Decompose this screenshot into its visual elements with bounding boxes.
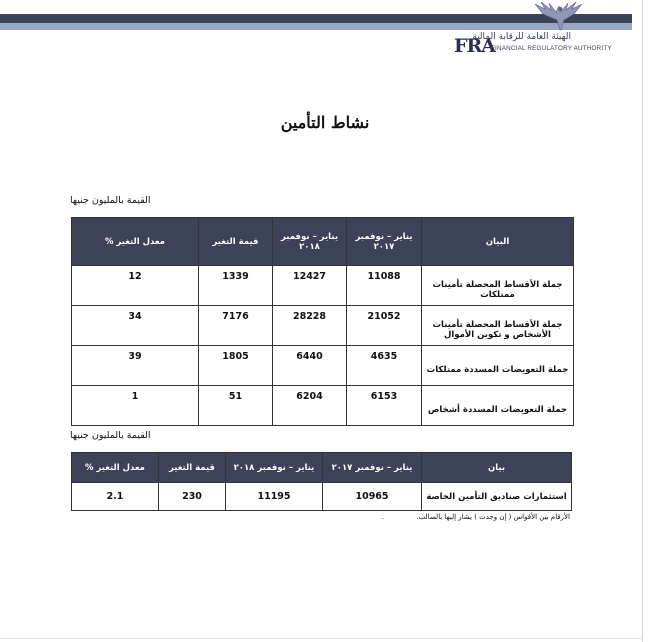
row-label: جملة التعويضات المسددة ممتلكات xyxy=(422,346,574,386)
col-header-statement: البيان xyxy=(422,218,574,266)
cell-change-value: 230 xyxy=(159,483,226,511)
table-row xyxy=(72,386,574,426)
page-edge-bottom xyxy=(0,638,642,639)
cell-change-value: 51 xyxy=(199,386,273,426)
row-label: جملة الأقساط المحصلة تأمينات ممتلكات xyxy=(422,266,574,306)
cell-change-value: 1805 xyxy=(199,346,273,386)
col-header-2018: يناير – نوفمبر ٢٠١٨ xyxy=(273,218,347,266)
cell-2018: 6204 xyxy=(273,386,347,426)
cell-change-value: 7176 xyxy=(199,306,273,346)
table-row xyxy=(72,306,574,346)
insurance-funds-table xyxy=(71,452,572,511)
cell-2018: 12427 xyxy=(273,266,347,306)
fra-logo xyxy=(450,0,635,65)
cell-2018: 11195 xyxy=(226,483,323,511)
footnote-text: الأرقام بين الأقواس ( إن وجدت ) يشار إليها بالسالب. xyxy=(416,513,570,521)
col-header-change-value: قيمة التغير xyxy=(199,218,273,266)
table-row xyxy=(72,483,572,511)
col-header-statement: بيان xyxy=(422,453,572,483)
col-header-change-value: قيمة التغير xyxy=(159,453,226,483)
eagle-icon xyxy=(533,0,588,32)
logo-abbr-text: FRA xyxy=(454,35,496,57)
logo-abbr xyxy=(454,35,495,57)
table-header-row xyxy=(72,453,572,483)
footnote-bullet: . xyxy=(381,513,384,521)
row-label: جملة الأقساط المحصلة تأمينات الأشخاص و تكوين الأموال xyxy=(422,306,574,346)
logo-english-text: FINANCIAL REGULATORY AUTHORITY xyxy=(491,45,612,52)
cell-change-rate: 1 xyxy=(72,386,199,426)
cell-change-rate: 39 xyxy=(72,346,199,386)
cell-change-value: 1339 xyxy=(199,266,273,306)
col-header-2017: يناير – نوفمبر ٢٠١٧ xyxy=(323,453,422,483)
page-edge xyxy=(642,0,643,642)
cell-2017: 6153 xyxy=(347,386,422,426)
cell-2018: 28228 xyxy=(273,306,347,346)
cell-2017: 21052 xyxy=(347,306,422,346)
cell-change-rate: 12 xyxy=(72,266,199,306)
logo-arabic-text: الهيئة العامة للرقابة المالية xyxy=(472,32,571,42)
table-header-row xyxy=(72,218,574,266)
cell-change-rate: 34 xyxy=(72,306,199,346)
col-header-2017: يناير – نوفمبر ٢٠١٧ xyxy=(347,218,422,266)
unit-label-table1: القيمة بالمليون جنيها xyxy=(70,195,151,206)
cell-2017: 10965 xyxy=(323,483,422,511)
cell-2017: 4635 xyxy=(347,346,422,386)
cell-2017: 11088 xyxy=(347,266,422,306)
col-header-2018: يناير – نوفمبر ٢٠١٨ xyxy=(226,453,323,483)
cell-2018: 6440 xyxy=(273,346,347,386)
table-row xyxy=(72,266,574,306)
insurance-activity-table xyxy=(71,217,574,426)
cell-change-rate: 2.1 xyxy=(72,483,159,511)
row-label: جملة التعويضات المسددة أشخاص xyxy=(422,386,574,426)
col-header-change-rate: معدل التغير % xyxy=(72,453,159,483)
row-label: استثمارات صناديق التأمين الخاصة xyxy=(422,483,572,511)
page-title: نشاط التأمين xyxy=(280,113,370,132)
table-row xyxy=(72,346,574,386)
unit-label-table2: القيمة بالمليون جنيها xyxy=(70,430,151,441)
col-header-change-rate: معدل التغير % xyxy=(72,218,199,266)
footnote xyxy=(350,513,570,521)
